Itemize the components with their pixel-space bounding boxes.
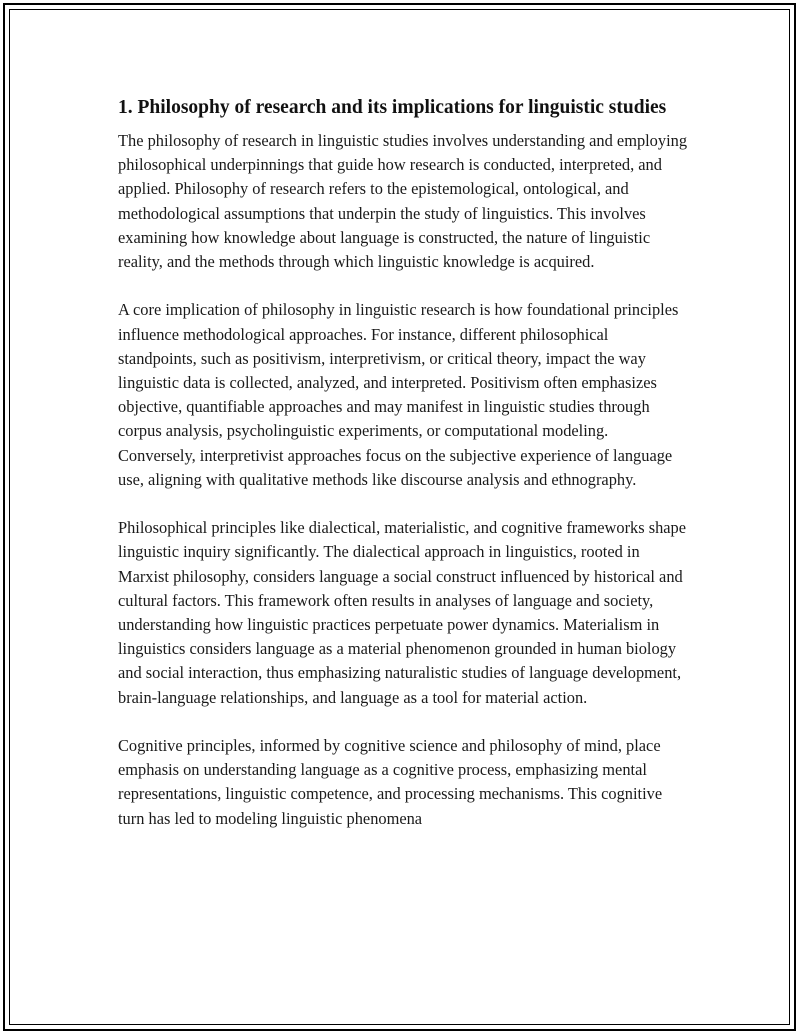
paragraph-core-implication: A core implication of philosophy in linguistic research is how foundational principles influence methodological approaches. For instance, different philosophical standpoints, such as positivism, interpretivism, or critical theory, impact the way linguistic data is collected, analyzed, and interpreted. Positivism often emphasizes objective, quantifiable approaches and may manifest in linguistic studies through corpus analysis, psycholinguistic experiments, or computational modeling. Conversely, interpretivist approaches focus on the subjective experience of language use, aligning with qualitative methods like discourse analysis and ethnography.: [118, 300, 679, 489]
paragraph-cognitive-principles: Cognitive principles, informed by cognitive science and philosophy of mind, place emphasis on understanding language as a cognitive process, emphasizing mental representations, linguistic competence, and processing mechanisms. This cognitive turn has led to modeling linguistic phenomena: [118, 736, 663, 828]
document-body: [118, 94, 690, 855]
paragraph-philosophical-principles: Philosophical principles like dialectical, materialistic, and cognitive frameworks shape linguistic inquiry significantly. The dialectical approach in linguistics, rooted in Marxist philosophy, considers language a social construct influenced by historical and cultural factors. This framework often results in analyses of language and society, understanding how linguistic practices perpetuate power dynamics. Materialism in linguistics considers language as a material phenomenon grounded in human biology and social interaction, thus emphasizing naturalistic studies of language development, brain-language relationships, and language as a tool for material action.: [118, 518, 687, 707]
section-heading: 1. Philosophy of research and its implications for linguistic studies: [118, 97, 667, 118]
paragraph-philosophy-of-research: The philosophy of research in linguistic studies involves understanding and employing philosophical underpinnings that guide how research is conducted, interpreted, and applied. Philosophy of research refers to the epistemological, ontological, and methodological assumptions that underpin the study of linguistics. This involves examining how knowledge about language is constructed, the nature of linguistic reality, and the methods through which linguistic knowledge is acquired.: [118, 131, 688, 272]
